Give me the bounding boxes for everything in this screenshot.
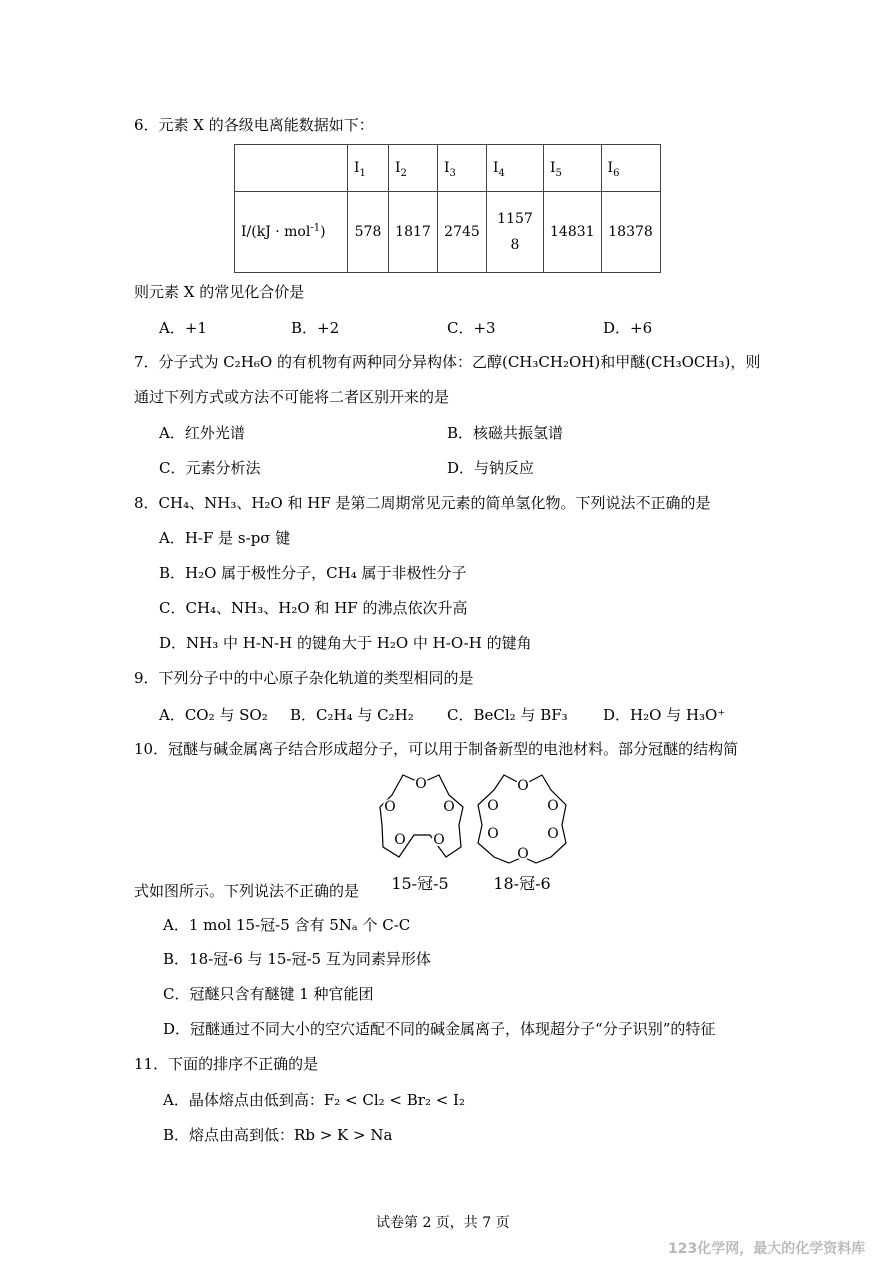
q6-option-d: D．+6 [603, 319, 653, 337]
q6-ask: 则元素 X 的常见化合价是 [134, 283, 305, 301]
ring18-atom-3: O [547, 826, 559, 842]
q10-line2: 式如图所示。下列说法不正确的是 [134, 882, 360, 900]
header-cell-i6: $I_6$ [601, 145, 660, 192]
q9-option-b: B．C₂H₄ 与 C₂H₂ [290, 706, 414, 724]
q10-option-b: B．18-冠-6 与 15-冠-5 互为同素异形体 [163, 950, 431, 968]
ring18-atom-6: O [487, 798, 499, 814]
table-corner-cell [235, 145, 348, 192]
q10-option-a: A．1 mol 15-冠-5 含有 5Nₐ 个 C-C [163, 916, 411, 934]
ring18-atom-4: O [517, 846, 529, 862]
q10-line1: 10．冠醚与碱金属离子结合形成超分子，可以用于制备新型的电池材料。部分冠醚的结构简 [134, 740, 739, 758]
q6-option-a: A．+1 [159, 319, 207, 337]
ionization-energy-table [234, 144, 661, 273]
row-label-sup: -1 [310, 222, 321, 234]
q8-option-b: B．H₂O 属于极性分子，CH₄ 属于非极性分子 [159, 564, 467, 582]
fig-label-18-crown-6: 18-冠-6 [493, 874, 551, 893]
q6-stem: 6．元素 X 的各级电离能数据如下： [134, 116, 374, 134]
q6-option-c: C．+3 [447, 319, 496, 337]
q11-option-b: B．熔点由高到低：Rb > K > Na [163, 1126, 393, 1144]
fig-label-15-crown-5: 15-冠-5 [391, 874, 449, 893]
page-footer: 试卷第 2 页，共 7 页 [376, 1215, 510, 1231]
q7-option-b: B．核磁共振氢谱 [447, 424, 564, 442]
ring18-atom-2: O [547, 798, 559, 814]
header-cell-i3: $I_3$ [438, 145, 487, 192]
header-cell-i4: $I_4$ [487, 145, 544, 192]
q11-option-a: A．晶体熔点由低到高：F₂ < Cl₂ < Br₂ < I₂ [163, 1091, 466, 1109]
q7-option-c: C．元素分析法 [159, 459, 261, 477]
header-cell-i1: $I_1$ [348, 145, 389, 192]
q8-option-a: A．H-F 是 s-pσ 键 [159, 529, 291, 547]
value-cell-i1: 578 [348, 192, 389, 273]
row-label-cell [235, 192, 348, 273]
q7-line1: 7．分子式为 C₂H₆O 的有机物有两种同分异构体：乙醇(CH₃CH₂OH)和甲醚(CH₃OCH₃)，则 [134, 353, 761, 371]
row-label-suffix: ) [320, 224, 326, 240]
header-cell-i5: $I_5$ [544, 145, 602, 192]
ring15-atom-1: O [415, 776, 427, 792]
ring15-atom-3: O [433, 832, 445, 848]
q7-line2: 通过下列方式或方法不可能将二者区别开来的是 [134, 388, 450, 406]
q9-option-a: A．CO₂ 与 SO₂ [159, 706, 268, 724]
value-cell-i4: 1157 8 [487, 192, 544, 273]
ring15-atom-2: O [443, 799, 455, 815]
ring15-atom-4: O [394, 832, 406, 848]
q11-stem: 11．下面的排序不正确的是 [134, 1055, 319, 1073]
crown-ether-figure [370, 765, 570, 897]
q9-option-d: D．H₂O 与 H₃O⁺ [603, 706, 726, 724]
q10-option-d: D．冠醚通过不同大小的空穴适配不同的碱金属离子，体现超分子“分子识别”的特征 [163, 1020, 716, 1038]
q7-option-d: D．与钠反应 [447, 459, 535, 477]
value-cell-i6: 18378 [601, 192, 660, 273]
q7-option-a: A．红外光谱 [159, 424, 245, 442]
q6-option-b: B．+2 [291, 319, 340, 337]
ring15-atom-5: O [384, 799, 396, 815]
ring18-atom-1: O [517, 778, 529, 794]
ring18-atom-5: O [487, 826, 499, 842]
q8-stem: 8．CH₄、NH₃、H₂O 和 HF 是第二周期常见元素的简单氢化物。下列说法不正确的是 [134, 494, 711, 512]
header-cell-i2: $I_2$ [389, 145, 438, 192]
value-cell-i5: 14831 [544, 192, 602, 273]
q8-option-c: C．CH₄、NH₃、H₂O 和 HF 的沸点依次升高 [159, 599, 468, 617]
q10-option-c: C．冠醚只含有醚键 1 种官能团 [163, 985, 374, 1003]
value-cell-i3: 2745 [438, 192, 487, 273]
q9-stem: 9．下列分子中的中心原子杂化轨道的类型相同的是 [134, 669, 474, 687]
value-cell-i2: 1817 [389, 192, 438, 273]
q9-option-c: C．BeCl₂ 与 BF₃ [447, 706, 568, 724]
watermark: 123化学网，最大的化学资料库 [668, 1241, 866, 1257]
row-label-prefix: I/(kJ · mol [241, 224, 311, 240]
q8-option-d: D．NH₃ 中 H-N-H 的键角大于 H₂O 中 H-O-H 的键角 [159, 634, 532, 652]
